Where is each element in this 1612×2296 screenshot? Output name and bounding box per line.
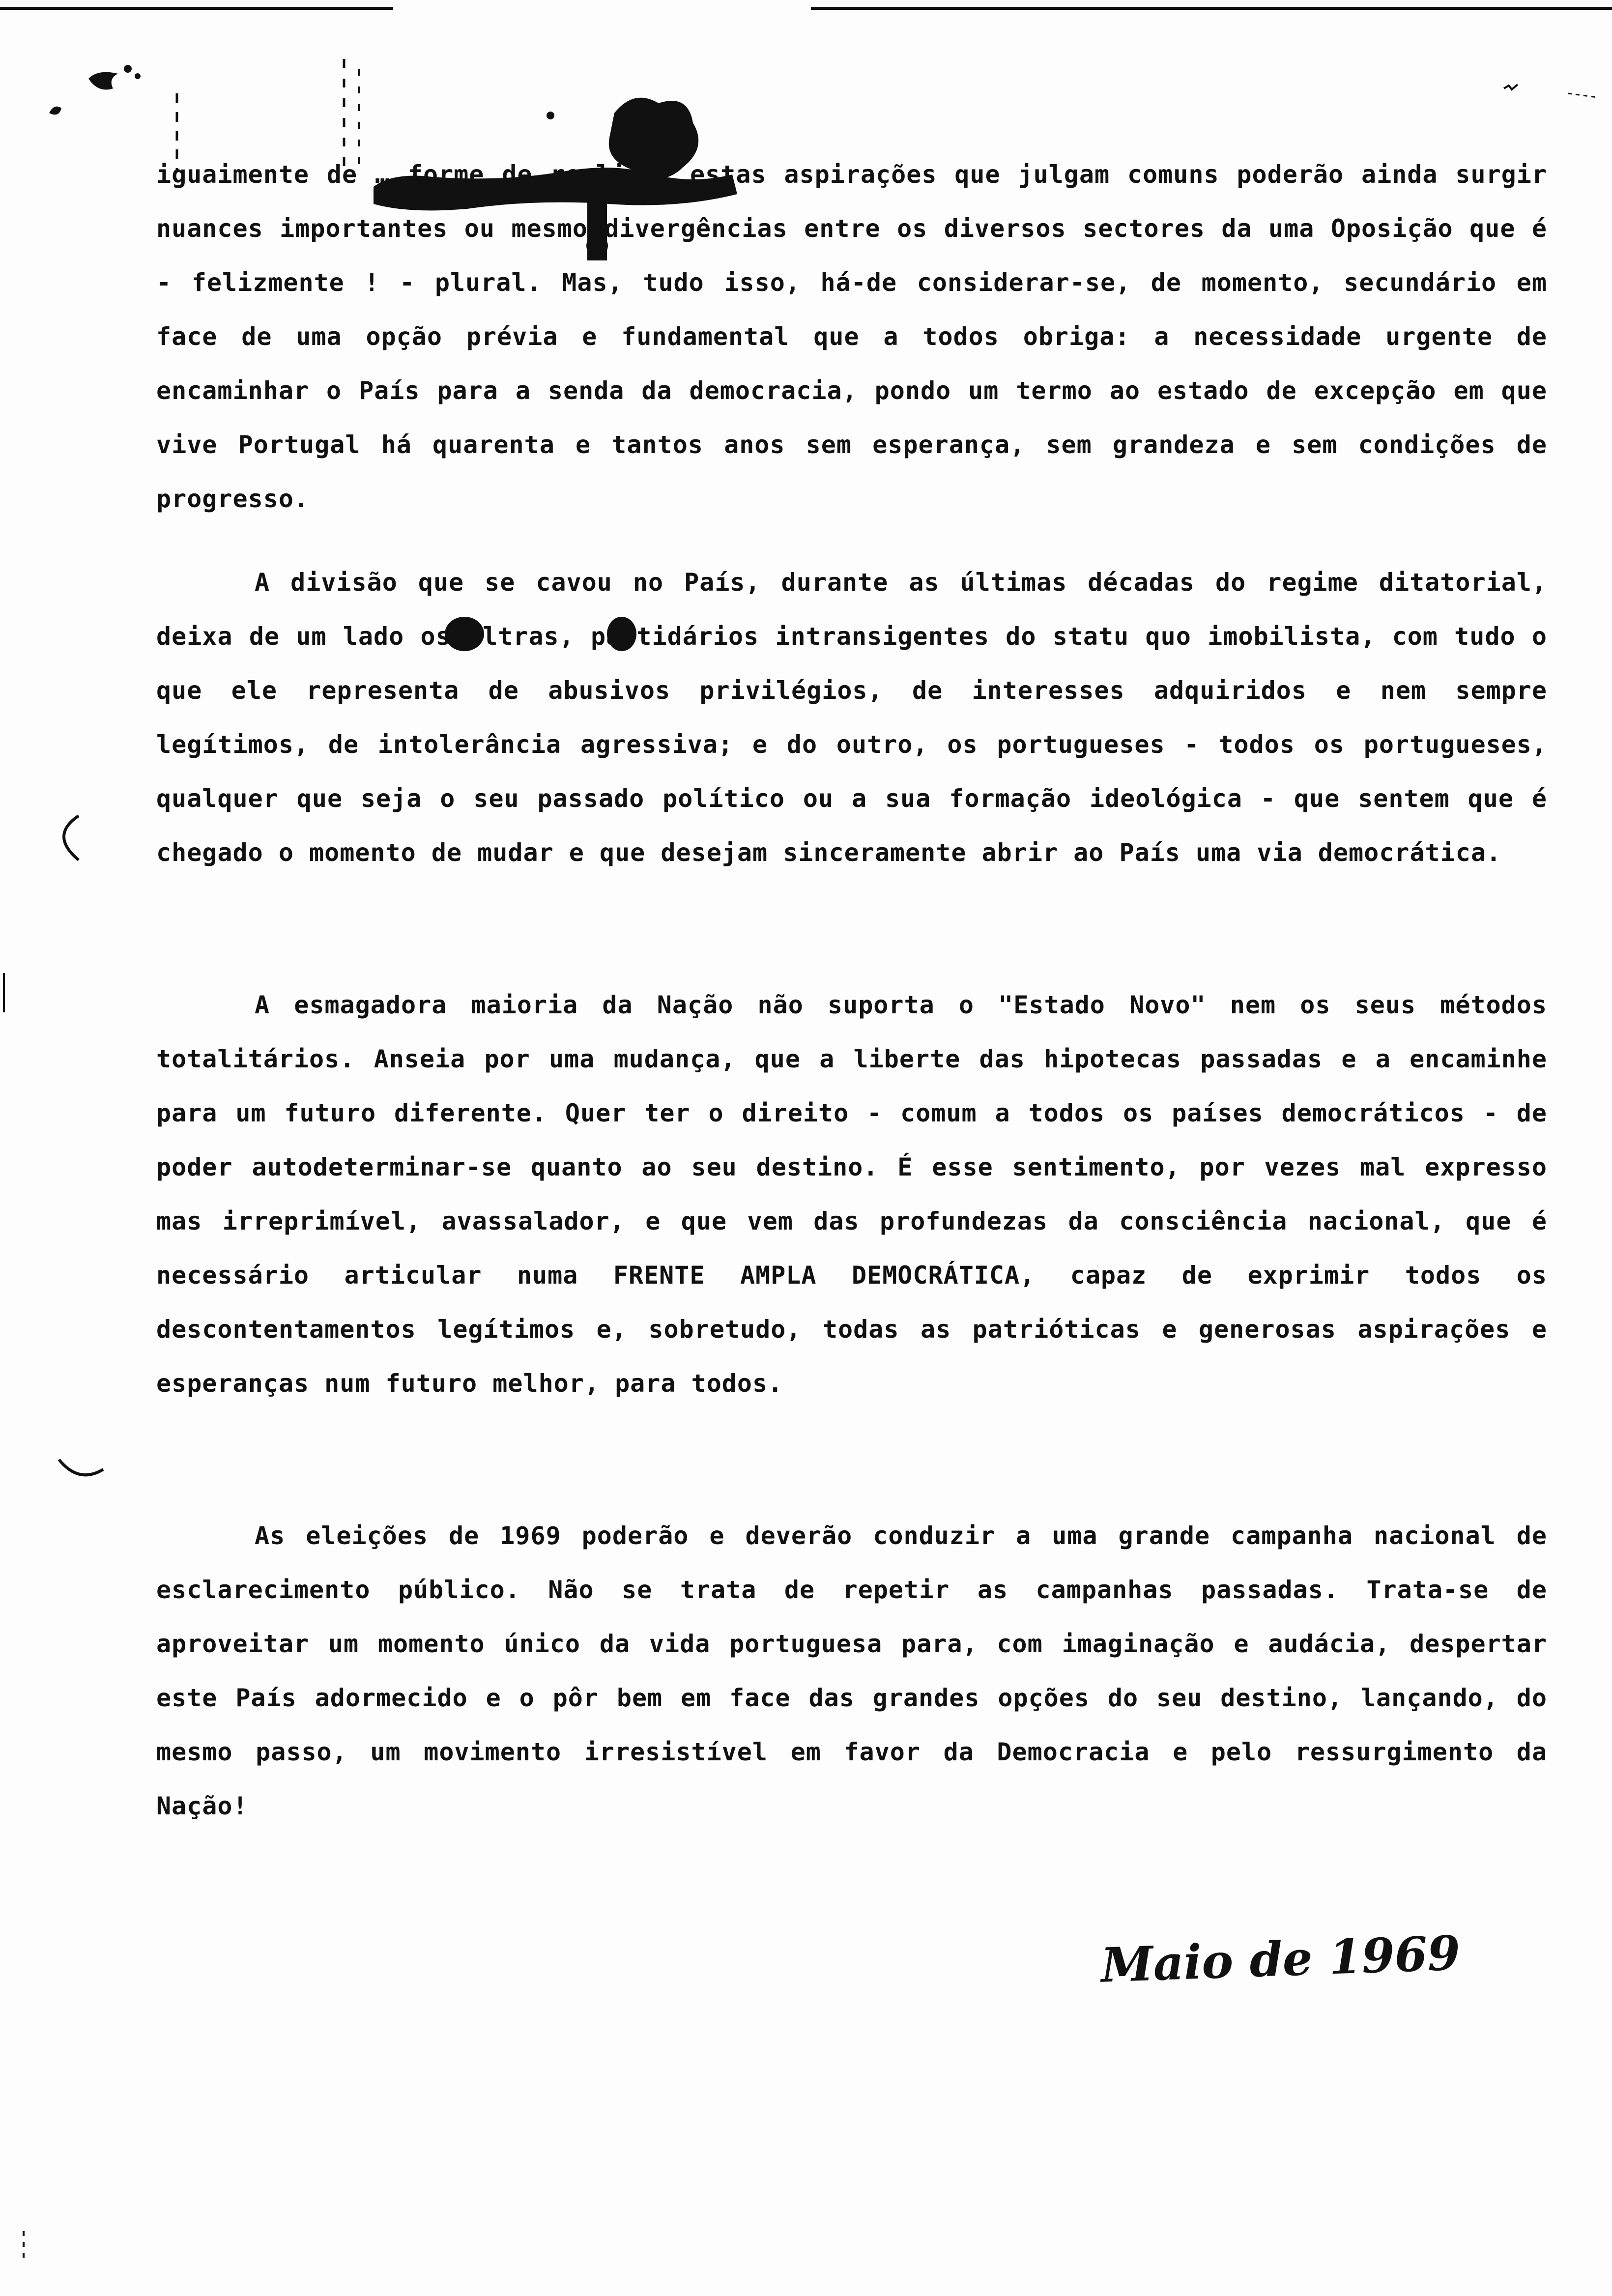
top-rule-left <box>0 7 393 10</box>
paragraph-2: A divisão que se cavou no País, durante as últimas décadas do regime ditatorial, deixa de um lado os ultras, partidários intransigentes do statu quo imobilista, com tudo o que ele representa de abusivos privilégios, de interesses adquiridos e nem sempre legítimos, de intolerância agressiva; e do outro, os portugueses - todos os portugueses, qualquer que seja o seu passado político ou a sua formação ideológica - que sentem que é chegado o momento de mudar e que desejam sinceramente abrir ao País uma via democrática. <box>156 568 1547 867</box>
corner-smudge-mark <box>39 49 167 147</box>
left-edge-tick-mark <box>0 973 10 1012</box>
paragraph-4: As eleições de 1969 poderão e deverão conduzir a uma grande campanha nacional de esclarecimento público. Não se trata de repetir as campanhas passadas. Trata-se de aproveitar um momento único da vida portuguesa para, com imaginação e audácia, despertar este País adormecido e o pôr bem em face das grandes opções do seu destino, lançando, do mesmo passo, um movimento irresistível em favor da Democracia e pelo ressurgimento da Nação! <box>156 1521 1547 1820</box>
left-margin-paren-mark <box>44 811 88 865</box>
bottom-left-tick-mark <box>20 2231 29 2261</box>
handwritten-date: Maio de 1969 <box>1100 1925 1461 1993</box>
top-rule-right <box>811 7 1612 10</box>
top-right-speck-marks <box>1494 69 1602 108</box>
left-margin-curve-mark <box>54 1450 108 1489</box>
paragraph-1: iguaimente de … forme de realizar estas aspirações que julgam comuns poderão ainda surgir nuances importantes ou mesmo divergências entre os diversos sectores da uma Oposição que é - felizmente ! - plural. Mas, tudo isso, há-de considerar-se, de momento, secundário em face de uma opção prévia e fundamental que a todos obriga: a necessidade urgente de encaminhar o País para a senda da democracia, pondo um termo ao estado de excepção em que vive Portugal há quarenta e tantos anos sem esperança, sem grandeza e sem condições de progresso. <box>156 160 1547 513</box>
paragraph-3: A esmagadora maioria da Nação não suporta o "Estado Novo" nem os seus métodos totalitários. Anseia por uma mudança, que a liberte das hipotecas passadas e a encaminhe para um futuro diferente. Quer ter o direito - comum a todos os países democráticos - de poder autodeterminar-se quanto ao seu destino. É esse sentimento, por vezes mal expresso mas irreprimível, avassalador, e que vem das profundezas da consciência nacional, que é necessário articular numa FRENTE AMPLA DEMOCRÁTICA, capaz de exprimir todos os descontentamentos legítimos e, sobretudo, todas as patrióticas e generosas aspirações e esperanças num futuro melhor, para todos. <box>156 991 1547 1398</box>
